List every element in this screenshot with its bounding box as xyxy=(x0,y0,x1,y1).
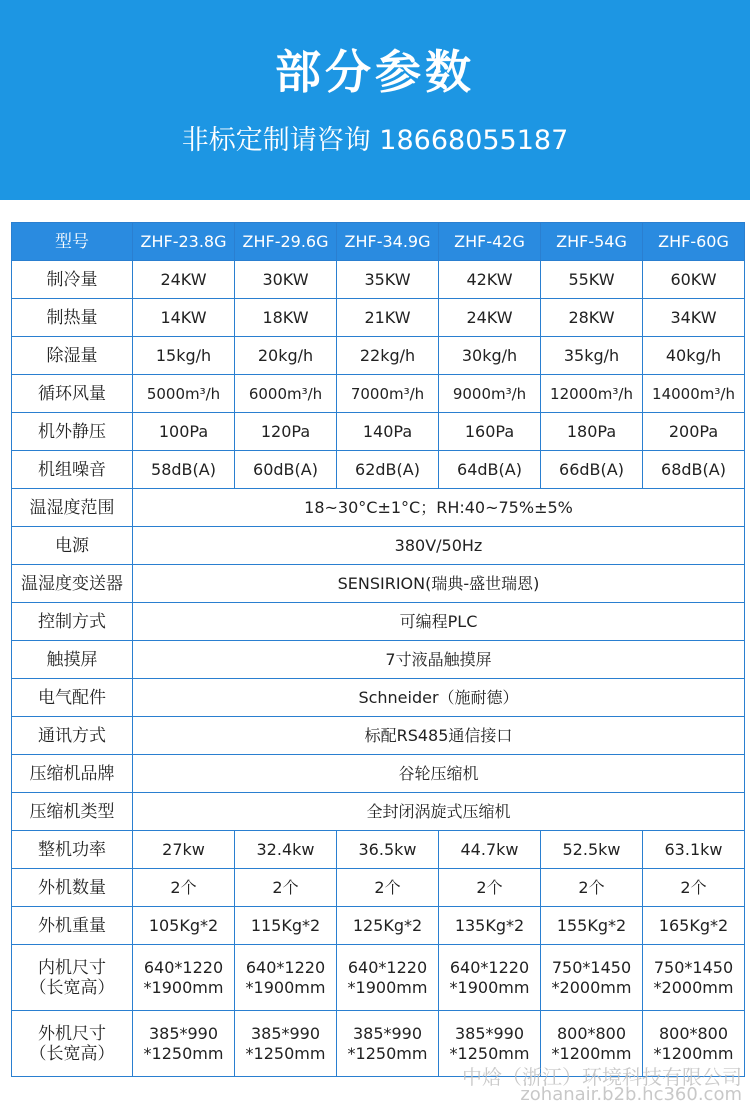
table-row xyxy=(12,375,745,413)
cell-line: 385*990 xyxy=(352,1023,423,1043)
cell-line: 800*800 xyxy=(556,1023,627,1043)
row-label: 控制方式 xyxy=(12,603,133,641)
table-row xyxy=(12,679,745,717)
table-cell: 35KW xyxy=(337,261,439,299)
table-cell: 62dB(A) xyxy=(337,451,439,489)
row-label: 制冷量 xyxy=(12,261,133,299)
cell-line: *1250mm xyxy=(449,1043,530,1063)
cell-line: 385*990 xyxy=(148,1023,219,1043)
table-row xyxy=(12,603,745,641)
row-label: 外机重量 xyxy=(12,907,133,945)
table-row xyxy=(12,489,745,527)
table-row xyxy=(12,907,745,945)
table-cell xyxy=(643,945,745,1011)
cell-line: *1250mm xyxy=(143,1043,224,1063)
table-cell: 14000m³/h xyxy=(643,375,745,413)
table-row xyxy=(12,337,745,375)
table-cell xyxy=(337,1011,439,1077)
row-label: 制热量 xyxy=(12,299,133,337)
table-row xyxy=(12,869,745,907)
cell-line: 640*1220 xyxy=(143,957,224,977)
table-cell: 60KW xyxy=(643,261,745,299)
page-subtitle: 非标定制请咨询 18668055187 xyxy=(181,125,569,156)
cell-line: *1900mm xyxy=(347,977,428,997)
table-cell: 9000m³/h xyxy=(439,375,541,413)
table-cell: 115Kg*2 xyxy=(235,907,337,945)
table-cell: 165Kg*2 xyxy=(643,907,745,945)
cell-line: *1250mm xyxy=(245,1043,326,1063)
table-cell: 18KW xyxy=(235,299,337,337)
table-cell: 100Pa xyxy=(133,413,235,451)
cell-line: *1200mm xyxy=(551,1043,632,1063)
cell-line: *1200mm xyxy=(653,1043,734,1063)
table-cell: 12000m³/h xyxy=(541,375,643,413)
table-row xyxy=(12,641,745,679)
table-cell xyxy=(133,1011,235,1077)
table-cell: 36.5kw xyxy=(337,831,439,869)
row-label xyxy=(12,1011,133,1077)
cell-line: *2000mm xyxy=(653,977,734,997)
span-cell: 谷轮压缩机 xyxy=(133,755,745,793)
table-cell: 6000m³/h xyxy=(235,375,337,413)
cell-line: *1900mm xyxy=(245,977,326,997)
table-cell: 63.1kw xyxy=(643,831,745,869)
table-row xyxy=(12,299,745,337)
table-cell: 30KW xyxy=(235,261,337,299)
table-cell: 58dB(A) xyxy=(133,451,235,489)
table-cell: 42KW xyxy=(439,261,541,299)
table-cell: 2个 xyxy=(439,869,541,907)
cell-line: 750*1450 xyxy=(653,957,734,977)
header-banner xyxy=(0,0,750,200)
span-cell: 全封闭涡旋式压缩机 xyxy=(133,793,745,831)
table-cell: 32.4kw xyxy=(235,831,337,869)
table-cell: 35kg/h xyxy=(541,337,643,375)
row-label-line: 外机尺寸 xyxy=(38,1023,106,1044)
cell-line: 385*990 xyxy=(454,1023,525,1043)
table-cell: 68dB(A) xyxy=(643,451,745,489)
spec-table xyxy=(11,222,745,1077)
table-row xyxy=(12,755,745,793)
table-cell: 125Kg*2 xyxy=(337,907,439,945)
span-cell: 380V/50Hz xyxy=(133,527,745,565)
row-label: 外机数量 xyxy=(12,869,133,907)
model-name: ZHF-54G xyxy=(541,223,643,261)
cell-line: 800*800 xyxy=(658,1023,729,1043)
span-cell: 7寸液晶触摸屏 xyxy=(133,641,745,679)
table-cell xyxy=(235,945,337,1011)
table-cell: 200Pa xyxy=(643,413,745,451)
table-cell: 5000m³/h xyxy=(133,375,235,413)
table-cell: 24KW xyxy=(439,299,541,337)
table-cell: 40kg/h xyxy=(643,337,745,375)
cell-line: *1900mm xyxy=(143,977,224,997)
table-row xyxy=(12,261,745,299)
table-cell: 14KW xyxy=(133,299,235,337)
row-label: 触摸屏 xyxy=(12,641,133,679)
watermark-company: 中焓（浙江）环境科技有限公司 xyxy=(462,1065,742,1089)
table-cell: 2个 xyxy=(337,869,439,907)
table-cell: 64dB(A) xyxy=(439,451,541,489)
table-cell: 105Kg*2 xyxy=(133,907,235,945)
cell-line: 640*1220 xyxy=(449,957,530,977)
table-cell: 22kg/h xyxy=(337,337,439,375)
table-cell: 135Kg*2 xyxy=(439,907,541,945)
table-cell: 28KW xyxy=(541,299,643,337)
cell-line: 640*1220 xyxy=(347,957,428,977)
model-label: 型号 xyxy=(12,223,133,261)
table-cell: 30kg/h xyxy=(439,337,541,375)
model-name: ZHF-42G xyxy=(439,223,541,261)
table-cell: 27kw xyxy=(133,831,235,869)
row-label-line: （长宽高） xyxy=(29,977,115,998)
table-cell: 44.7kw xyxy=(439,831,541,869)
span-cell: SENSIRION(瑞典-盛世瑞恩) xyxy=(133,565,745,603)
table-cell: 120Pa xyxy=(235,413,337,451)
row-label: 除湿量 xyxy=(12,337,133,375)
row-label: 电气配件 xyxy=(12,679,133,717)
span-cell: 标配RS485通信接口 xyxy=(133,717,745,755)
table-row xyxy=(12,831,745,869)
table-cell: 21KW xyxy=(337,299,439,337)
table-cell: 160Pa xyxy=(439,413,541,451)
row-label-line: 内机尺寸 xyxy=(38,957,106,978)
table-cell xyxy=(439,945,541,1011)
table-cell: 140Pa xyxy=(337,413,439,451)
table-cell: 2个 xyxy=(643,869,745,907)
row-label: 循环风量 xyxy=(12,375,133,413)
watermark-site: zohanair.b2b.hc360.com xyxy=(520,1084,742,1105)
model-name: ZHF-60G xyxy=(643,223,745,261)
row-label: 压缩机类型 xyxy=(12,793,133,831)
span-cell: 18~30°C±1°C；RH:40~75%±5% xyxy=(133,489,745,527)
table-header-row xyxy=(12,223,745,261)
cell-line: *2000mm xyxy=(551,977,632,997)
span-cell: Schneider（施耐德） xyxy=(133,679,745,717)
table-cell: 52.5kw xyxy=(541,831,643,869)
row-label: 机外静压 xyxy=(12,413,133,451)
table-cell: 60dB(A) xyxy=(235,451,337,489)
table-cell: 155Kg*2 xyxy=(541,907,643,945)
row-label: 温湿度范围 xyxy=(12,489,133,527)
row-label xyxy=(12,945,133,1011)
table-row xyxy=(12,565,745,603)
row-label: 整机功率 xyxy=(12,831,133,869)
cell-line: 750*1450 xyxy=(551,957,632,977)
table-cell: 34KW xyxy=(643,299,745,337)
cell-line: 640*1220 xyxy=(245,957,326,977)
model-name: ZHF-29.6G xyxy=(235,223,337,261)
table-cell: 20kg/h xyxy=(235,337,337,375)
model-name: ZHF-34.9G xyxy=(337,223,439,261)
table-cell: 15kg/h xyxy=(133,337,235,375)
table-cell: 24KW xyxy=(133,261,235,299)
table-row xyxy=(12,793,745,831)
table-cell: 55KW xyxy=(541,261,643,299)
model-name: ZHF-23.8G xyxy=(133,223,235,261)
table-cell xyxy=(337,945,439,1011)
row-label: 温湿度变送器 xyxy=(12,565,133,603)
table-cell xyxy=(133,945,235,1011)
row-label: 机组噪音 xyxy=(12,451,133,489)
table-row xyxy=(12,413,745,451)
table-cell: 2个 xyxy=(235,869,337,907)
table-cell xyxy=(541,945,643,1011)
table-cell: 7000m³/h xyxy=(337,375,439,413)
row-label: 压缩机品牌 xyxy=(12,755,133,793)
cell-line: *1250mm xyxy=(347,1043,428,1063)
span-cell: 可编程PLC xyxy=(133,603,745,641)
table-row xyxy=(12,451,745,489)
table-row xyxy=(12,945,745,1011)
cell-line: 385*990 xyxy=(250,1023,321,1043)
cell-line: *1900mm xyxy=(449,977,530,997)
row-label: 通讯方式 xyxy=(12,717,133,755)
table-cell: 180Pa xyxy=(541,413,643,451)
table-cell: 66dB(A) xyxy=(541,451,643,489)
table-row xyxy=(12,717,745,755)
table-row xyxy=(12,527,745,565)
row-label-line: （长宽高） xyxy=(29,1043,115,1064)
table-cell: 2个 xyxy=(133,869,235,907)
page-title: 部分参数 xyxy=(275,45,475,99)
table-cell xyxy=(235,1011,337,1077)
table-cell: 2个 xyxy=(541,869,643,907)
row-label: 电源 xyxy=(12,527,133,565)
